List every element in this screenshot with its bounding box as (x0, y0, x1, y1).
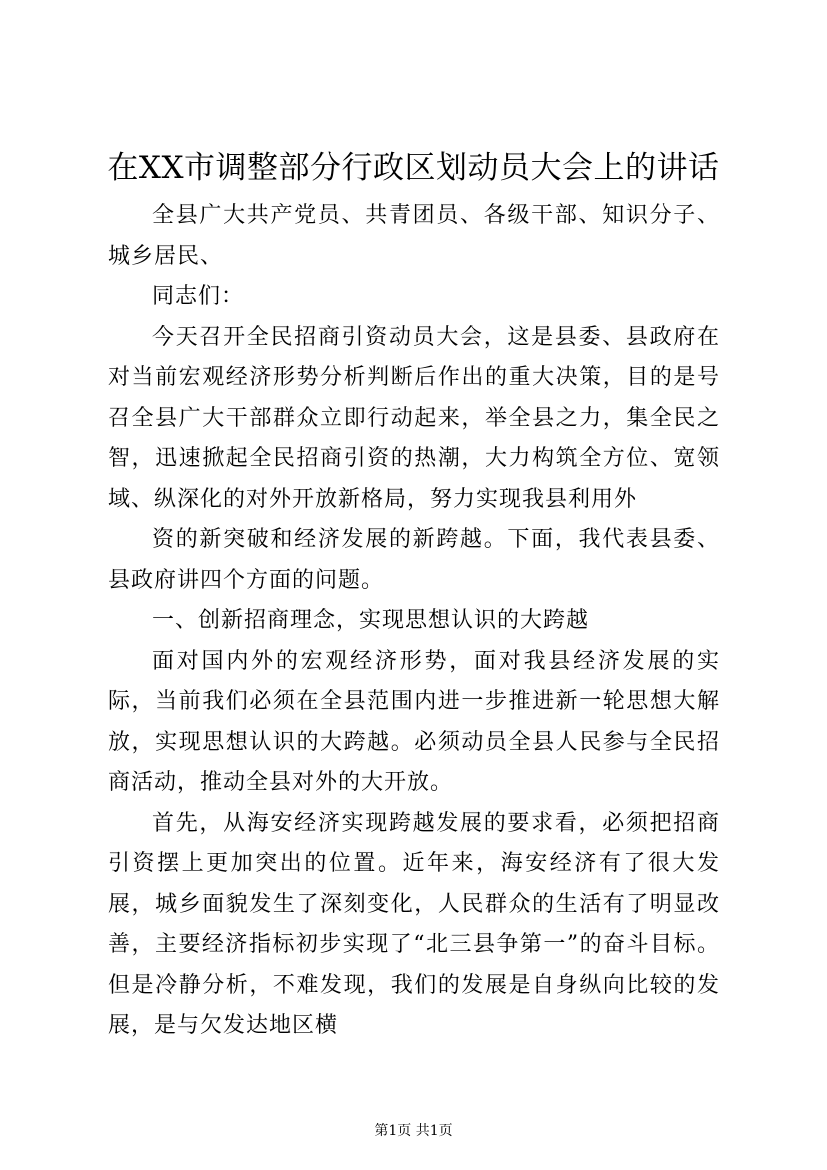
paragraph-salutation: 全县广大共产党员、共青团员、各级干部、知识分子、城乡居民、 (108, 203, 720, 269)
document-body (108, 196, 720, 1047)
document-title: 在XX市调整部分行政区划动员大会上的讲话 (107, 150, 720, 186)
paragraph-greeting: 同志们： (152, 284, 245, 309)
paragraph-intro: 今天召开全民招商引资动员大会，这是县委、县政府在对当前宏观经济形势分析判断后作出的重大决策，目的是号召全县广大干部群众立即行动起来，举全县之力，集全民之智，迅速掀起全民招商引资的热潮，大力构筑全方位、宽领域、纵深化的对外开放新格局，努力实现我县利用外 (108, 324, 720, 512)
paragraph-first-point: 首先，从海安经济实现跨越发展的要求看，必须把招商引资摆上更加突出的位置。近年来，海安经济有了很大发展，城乡面貌发生了深刻变化，人民群众的生活有了明显改善，主要经济指标初步实现了“北三县争第一”的奋斗目标。但是冷静分析，不难发现，我们的发展是自身纵向比较的发展，是与欠发达地区横 (108, 810, 720, 1038)
paragraph-intro-continued: 资的新突破和经济发展的新跨越。下面，我代表县委、县政府讲四个方面的问题。 (108, 527, 720, 593)
paragraph-section-1: 面对国内外的宏观经济形势，面对我县经济发展的实际，当前我们必须在全县范围内进一步推进新一轮思想大解放，实现思想认识的大跨越。必须动员全县人民参与全民招商活动，推动全县对外的大开放。 (108, 648, 720, 795)
page-footer: 第1页 共1页 (374, 1123, 453, 1139)
section-heading-1: 一、创新招商理念，实现思想认识的大跨越 (152, 608, 590, 633)
